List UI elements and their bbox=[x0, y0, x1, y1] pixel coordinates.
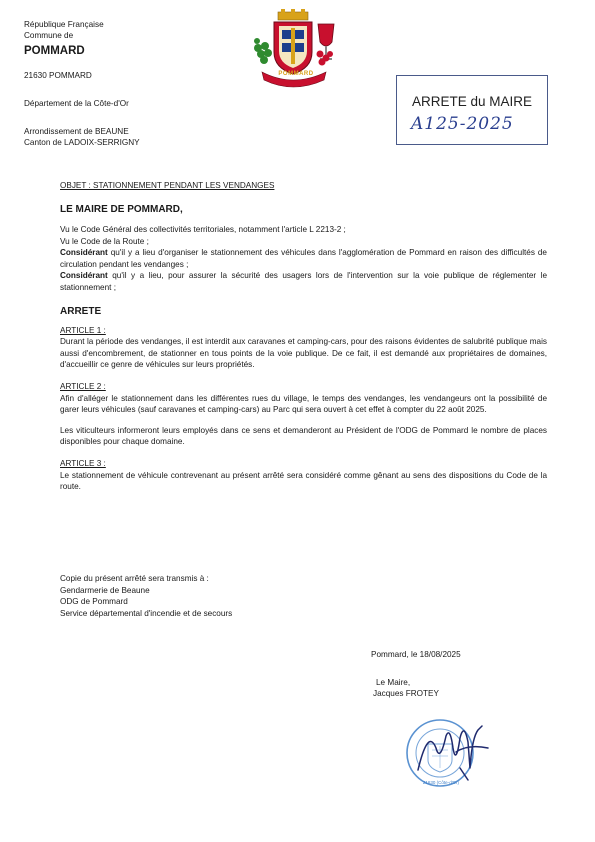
article-2-title: ARTICLE 2 : bbox=[60, 381, 106, 391]
pommard-coat-of-arms-logo bbox=[248, 8, 340, 88]
article-1-text: Durant la période des vendanges, il est interdit aux caravanes et camping-cars, pour des raisons évidentes de salubrité publique mais aussi d'encombrement, de stationner en tous points de la voie publique. De ce fait, il est demandé aux propriétaires de domaines, d'accueillir ce genre de véhicules sur leurs propriétés. bbox=[60, 337, 547, 370]
arrete-handwritten-number: A125-2025 bbox=[411, 114, 514, 134]
arrete-box-title: ARRETE du MAIRE bbox=[411, 94, 533, 109]
mayor-stamp-and-signature bbox=[398, 708, 498, 798]
copie-recipient-2: ODG de Pommard bbox=[60, 597, 128, 607]
article-3-title: ARTICLE 3 : bbox=[60, 458, 106, 468]
header-republique: République Française bbox=[24, 20, 104, 29]
considerant-2-bold: Considérant bbox=[60, 271, 108, 281]
objet-line: OBJET : STATIONNEMENT PENDANT LES VENDANGES bbox=[60, 181, 275, 190]
signature-title: Le Maire, bbox=[376, 678, 411, 687]
article-3-text: Le stationnement de véhicule contrevenant au présent arrêté sera considéré comme gênant au sens des dispositions du Code de la route. bbox=[60, 470, 547, 492]
header-commune-de: Commune de bbox=[24, 31, 74, 40]
article-1-title: ARTICLE 1 : bbox=[60, 325, 106, 335]
vu-line-1: Vu le Code Général des collectivités territoriales, notamment l'article L 2213-2 ; bbox=[60, 225, 346, 234]
copie-block bbox=[60, 573, 360, 619]
copie-recipient-1: Gendarmerie de Beaune bbox=[60, 585, 150, 595]
considerant-1-text: qu'il y a lieu d'organiser le stationnement des véhicules dans l'agglomération de Pommard en raison des difficultés de circulation pendant les vendanges ; bbox=[60, 248, 547, 269]
maire-heading: LE MAIRE DE POMMARD, bbox=[60, 204, 183, 215]
article-2-text: Afin d'alléger le stationnement dans les différentes rues du village, le temps des vendanges, les vendangeurs ont la possibilité de garer leurs véhicules (sauf caravanes et camping-cars) au Parc qui sera ouvert à cet effet à compter du 22 août 2025. bbox=[60, 393, 547, 415]
document-body bbox=[60, 204, 547, 493]
header-departement: Département de la Côte-d'Or bbox=[24, 99, 129, 108]
logo-ribbon-text: POMMARD bbox=[278, 71, 314, 77]
arrete-reference-box bbox=[396, 75, 548, 145]
arrete-heading: ARRETE bbox=[60, 305, 102, 317]
copie-intro: Copie du présent arrêté sera transmis à : bbox=[60, 574, 209, 583]
header-commune-name: POMMARD bbox=[24, 45, 85, 57]
considerant-1 bbox=[60, 247, 547, 270]
copie-recipient-3: Service départemental d'incendie et de secours bbox=[60, 608, 233, 618]
header-postal: 21630 POMMARD bbox=[24, 71, 92, 80]
header-canton: Canton de LADOIX-SERRIGNY bbox=[24, 138, 140, 147]
article-2-text-2: Les viticulteurs informeront leurs employés dans ce sens et demanderont au Président de l'ODG de Pommard le nombre de places disponibles pour chaque domaine. bbox=[60, 425, 547, 447]
signature-name: Jacques FROTEY bbox=[373, 689, 439, 698]
vu-line-2: Vu le Code de la Route ; bbox=[60, 236, 149, 246]
stamp-text: 21630 (Côte-d'Or) bbox=[422, 780, 460, 785]
considerant-2 bbox=[60, 270, 547, 293]
considerant-1-bold: Considérant bbox=[60, 248, 108, 258]
commune-header bbox=[24, 19, 104, 41]
considerant-2-text: qu'il y a lieu, pour assurer la sécurité des usagers lors de l'intervention sur la voie publique de réglementer le stationnement ; bbox=[60, 271, 547, 292]
signature-place-date: Pommard, le 18/08/2025 bbox=[371, 650, 461, 659]
header-arrondissement: Arrondissement de BEAUNE bbox=[24, 127, 129, 136]
